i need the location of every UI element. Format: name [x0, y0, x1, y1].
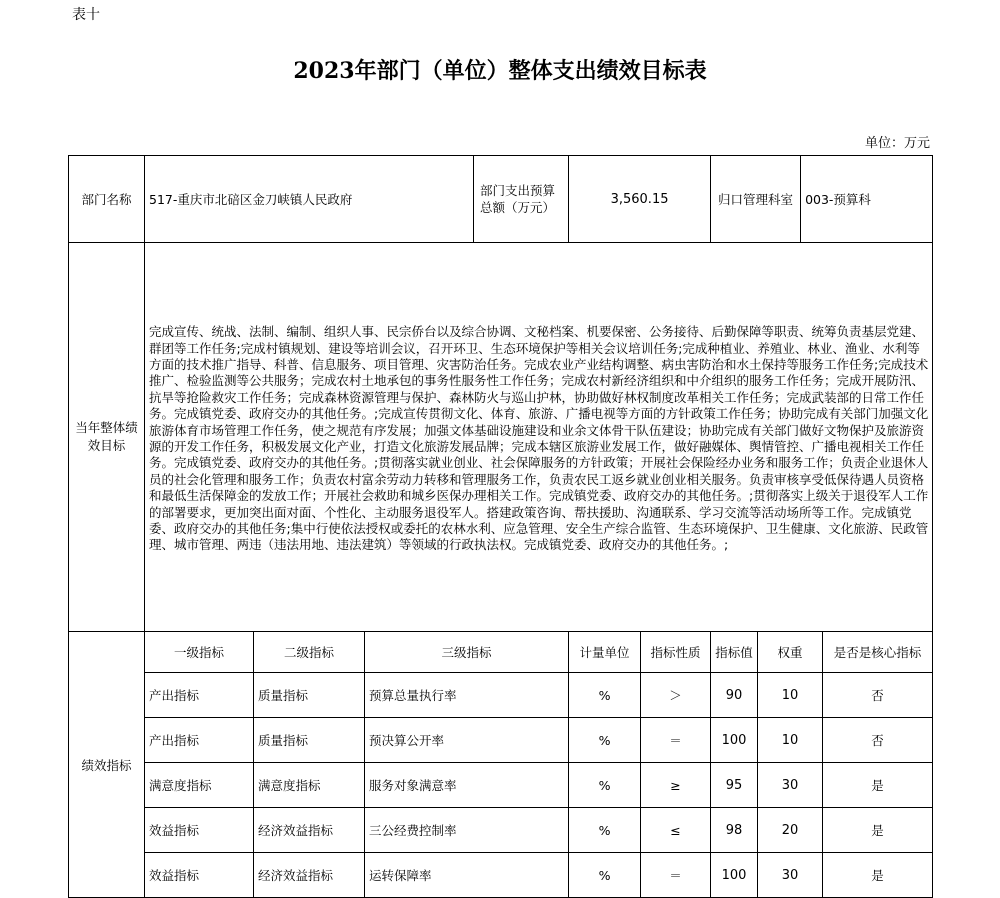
level1-cell: 产出指标 [145, 718, 254, 763]
goal-label: 当年整体绩效目标 [69, 243, 145, 632]
level3-cell: 预决算公开率 [365, 718, 569, 763]
level1-cell: 满意度指标 [145, 763, 254, 808]
dept-name-label: 部门名称 [69, 156, 145, 243]
level2-cell: 满意度指标 [254, 763, 365, 808]
level1-cell: 效益指标 [145, 853, 254, 898]
level2-cell: 质量指标 [254, 673, 365, 718]
value-cell: 95 [711, 763, 758, 808]
column-header: 指标值 [711, 632, 758, 673]
table-row [69, 718, 933, 763]
core-cell: 否 [823, 718, 933, 763]
indicator-header-row [69, 632, 933, 673]
office-label: 归口管理科室 [711, 156, 801, 243]
budget-value: 3,560.15 [569, 156, 711, 243]
level3-cell: 运转保障率 [365, 853, 569, 898]
column-header: 指标性质 [641, 632, 711, 673]
column-header: 一级指标 [145, 632, 254, 673]
value-cell: 100 [711, 718, 758, 763]
unit-cell: % [569, 718, 641, 763]
core-cell: 否 [823, 673, 933, 718]
value-cell: 100 [711, 853, 758, 898]
column-header: 是否是核心指标 [823, 632, 933, 673]
table-row [69, 853, 933, 898]
nature-cell: ＝ [641, 718, 711, 763]
unit-cell: % [569, 808, 641, 853]
unit-cell: % [569, 673, 641, 718]
column-header: 计量单位 [569, 632, 641, 673]
value-cell: 98 [711, 808, 758, 853]
value-cell: 90 [711, 673, 758, 718]
table-row [69, 763, 933, 808]
goal-row [69, 243, 933, 632]
budget-label: 部门支出预算总额（万元） [474, 156, 569, 243]
unit-cell: % [569, 763, 641, 808]
weight-cell: 30 [758, 853, 823, 898]
column-header: 二级指标 [254, 632, 365, 673]
nature-cell: ＝ [641, 853, 711, 898]
indicators-label: 绩效指标 [69, 632, 145, 898]
core-cell: 是 [823, 853, 933, 898]
performance-target-table [68, 155, 933, 898]
level2-cell: 质量指标 [254, 718, 365, 763]
level2-cell: 经济效益指标 [254, 853, 365, 898]
table-row [69, 673, 933, 718]
nature-cell: ＞ [641, 673, 711, 718]
table-row [69, 808, 933, 853]
page-title: 2023年部门（单位）整体支出绩效目标表 [293, 58, 707, 84]
core-cell: 是 [823, 763, 933, 808]
weight-cell: 10 [758, 673, 823, 718]
level1-cell: 产出指标 [145, 673, 254, 718]
table-number: 表十 [72, 7, 100, 23]
dept-name-value: 517-重庆市北碚区金刀峡镇人民政府 [145, 156, 474, 243]
level3-cell: 服务对象满意率 [365, 763, 569, 808]
level2-cell: 经济效益指标 [254, 808, 365, 853]
nature-cell: ≤ [641, 808, 711, 853]
nature-cell: ≥ [641, 763, 711, 808]
level3-cell: 预算总量执行率 [365, 673, 569, 718]
unit-cell: % [569, 853, 641, 898]
header-row [69, 156, 933, 243]
weight-cell: 20 [758, 808, 823, 853]
weight-cell: 30 [758, 763, 823, 808]
core-cell: 是 [823, 808, 933, 853]
goal-text: 完成宣传、统战、法制、编制、组织人事、民宗侨台以及综合协调、文秘档案、机要保密、公务接待、后勤保障等职责、统筹负责基层党建、群团等工作任务;完成村镇规划、建设等培训会议，召开环卫、生态环境保护等相关会议培训任务;完成种植业、养殖业、林业、渔业、水利等方面的技术推广指导、科普、信息服务、项目管理、灾害防治任务。完成农业产业结构调整、病虫害防治和水土保持等服务工作任务;完成技术推广、检验监测等公共服务；完成农村土地承包的事务性服务性工作任务；完成农村新经济组织和中介组织的服务工作任务；完成开展防汛、抗旱等抢险救灾工作任务；完成森林资源管理与保护、森林防火与巡山护林，协助做好林权制度改革相关工作任务；完成武装部的日常工作任务。完成镇党委、政府交办的其他任务。;完成宣传贯彻文化、体育、旅游、广播电视等方面的方针政策工作任务；协助完成有关部门加强文化旅游体育市场管理工作任务，使之规范有序发展；加强文体基础设施建设和业余文体骨干队伍建设；协助完成有关部门做好文物保护及旅游资源的开发工作任务，积极发展文化产业，打造文化旅游发展品牌；完成本辖区旅游业发展工作，做好融媒体、舆情管控、广播电视相关工作任务。完成镇党委、政府交办的其他任务。;贯彻落实就业创业、社会保障服务的方针政策；开展社会保险经办业务和服务工作；负责企业退休人员的社会化管理和服务工作；负责农村富余劳动力转移和管理服务工作，负责农民工返乡就业创业相关服务。负责审核享受低保待遇人员资格和最低生活保障金的发放工作；开展社会救助和城乡医保办理相关工作。完成镇党委、政府交办的其他任务。;贯彻落实上级关于退役军人工作的部署要求，更加突出面对面、个性化、主动服务退役军人。搭建政策咨询、帮扶援助、沟通联系、学习交流等活动场所等工作。完成镇党委、政府交办的其他任务;集中行使依法授权或委托的农林水利、应急管理、安全生产综合监管、生态环境保护、卫生健康、文化旅游、民政管理、城市管理、两违（违法用地、违法建筑）等领域的行政执法权。完成镇党委、政府交办的其他任务。; [145, 243, 933, 632]
office-value: 003-预算科 [801, 156, 933, 243]
weight-cell: 10 [758, 718, 823, 763]
level1-cell: 效益指标 [145, 808, 254, 853]
column-header: 三级指标 [365, 632, 569, 673]
level3-cell: 三公经费控制率 [365, 808, 569, 853]
column-header: 权重 [758, 632, 823, 673]
unit-label: 单位：万元 [864, 136, 930, 151]
